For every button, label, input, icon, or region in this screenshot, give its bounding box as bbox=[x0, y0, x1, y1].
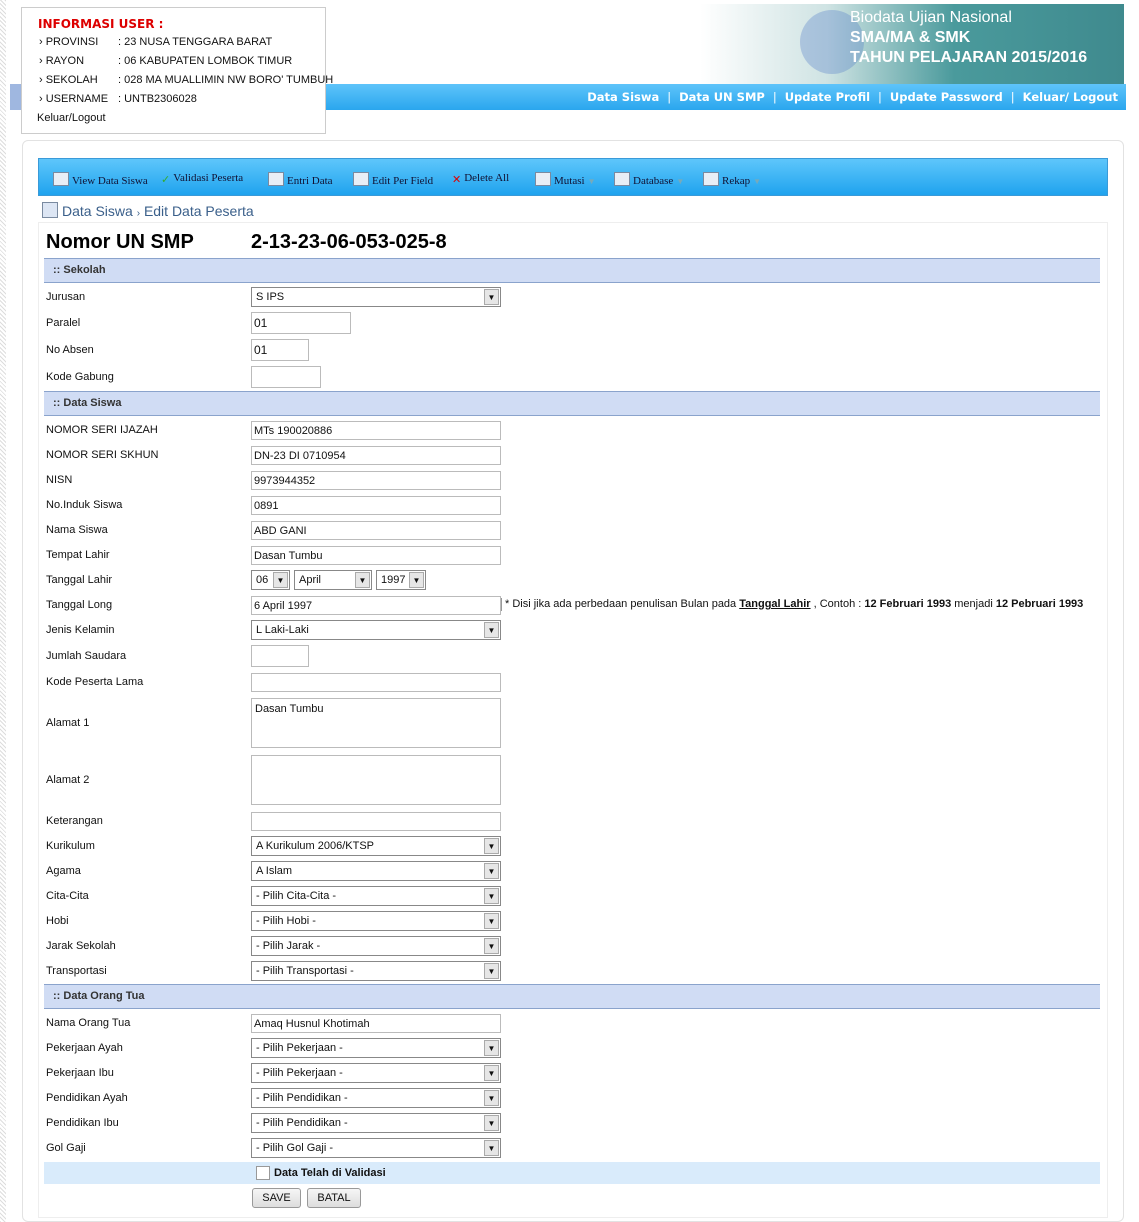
nav-update-profil[interactable]: Update Profil bbox=[784, 90, 871, 104]
chevron-down-icon: ▼ bbox=[484, 1040, 499, 1056]
select-pekerjaan-ibu[interactable] bbox=[251, 1063, 501, 1083]
field-nama-siswa[interactable]: ABD GANI bbox=[251, 521, 501, 540]
add-icon bbox=[268, 172, 284, 186]
tanggal-lahir-link[interactable]: Tanggal Lahir bbox=[739, 598, 811, 610]
validasi-checkbox[interactable] bbox=[256, 1166, 270, 1180]
select-value: April bbox=[299, 574, 322, 586]
label-no-absen: No Absen bbox=[46, 344, 94, 356]
field-kode-gabung[interactable] bbox=[251, 366, 321, 388]
field-jumlah-saudara[interactable] bbox=[251, 645, 309, 667]
label-agama: Agama bbox=[46, 865, 81, 877]
chevron-down-icon: ▼ bbox=[587, 177, 596, 186]
note-text: , Contoh : bbox=[810, 598, 865, 610]
chevron-down-icon: ▼ bbox=[484, 913, 499, 929]
form-area bbox=[38, 222, 1108, 1218]
toolbar-rekap[interactable] bbox=[703, 172, 761, 188]
select-value: 06 bbox=[256, 574, 269, 586]
toolbar-entri-data[interactable] bbox=[268, 172, 333, 188]
label-jurusan: Jurusan bbox=[46, 291, 86, 303]
note-example-1: 12 Februari 1993 bbox=[864, 598, 952, 610]
chevron-down-icon: ▼ bbox=[484, 1065, 499, 1081]
field-nomor-seri-skhun[interactable]: DN-23 DI 0710954 bbox=[251, 446, 501, 465]
delete-icon: ✕ bbox=[452, 174, 462, 186]
field-nisn[interactable]: 9973944352 bbox=[251, 471, 501, 490]
label-paralel: Paralel bbox=[46, 317, 81, 329]
select-value: - Pilih Pendidikan - bbox=[256, 1092, 348, 1104]
chevron-down-icon: ▼ bbox=[355, 572, 370, 588]
chevron-down-icon: ▼ bbox=[676, 177, 685, 186]
list-icon bbox=[53, 172, 69, 186]
select-value: - Pilih Hobi - bbox=[256, 915, 316, 927]
top-nav-links bbox=[587, 90, 1118, 104]
toolbar-validasi-peserta[interactable] bbox=[161, 172, 243, 186]
user-info-key: › RAYON bbox=[39, 55, 85, 67]
label-nama-orang-tua: Nama Orang Tua bbox=[46, 1017, 131, 1029]
user-info-key: › PROVINSI bbox=[39, 36, 99, 48]
nomor-un-label: Nomor UN SMP bbox=[46, 231, 194, 253]
user-info-row bbox=[39, 55, 292, 68]
edit-icon bbox=[42, 202, 58, 218]
label-alamat-2: Alamat 2 bbox=[46, 774, 90, 786]
field-tempat-lahir[interactable]: Dasan Tumbu bbox=[251, 546, 501, 565]
chevron-down-icon: ▼ bbox=[484, 863, 499, 879]
user-info-key: › SEKOLAH bbox=[39, 74, 98, 86]
clipboard-icon bbox=[703, 172, 719, 186]
select-jenis-kelamin[interactable] bbox=[251, 620, 501, 640]
chevron-down-icon: ▼ bbox=[484, 888, 499, 904]
field-keterangan[interactable] bbox=[251, 812, 501, 831]
select-value: L Laki-Laki bbox=[256, 624, 309, 636]
label-gol-gaji: Gol Gaji bbox=[46, 1142, 86, 1154]
section-data-siswa: :: Data Siswa bbox=[44, 391, 1100, 416]
nav-data-un-smp[interactable]: Data UN SMP bbox=[679, 90, 765, 104]
select-value: S IPS bbox=[256, 291, 285, 303]
label-kurikulum: Kurikulum bbox=[46, 840, 95, 852]
nav-separator: | bbox=[878, 90, 882, 104]
user-info-row bbox=[39, 93, 197, 106]
user-info-value: : 028 MA MUALLIMIN NW BORO' TUMBUH bbox=[118, 74, 334, 86]
validasi-label: Data Telah di Validasi bbox=[274, 1167, 386, 1179]
label-jenis-kelamin: Jenis Kelamin bbox=[46, 624, 115, 636]
textarea-alamat-1[interactable]: Dasan Tumbu bbox=[251, 698, 501, 748]
select-value: - Pilih Pekerjaan - bbox=[256, 1067, 343, 1079]
select-value: - Pilih Gol Gaji - bbox=[256, 1142, 334, 1154]
user-info-box bbox=[21, 7, 334, 134]
label-nisn: NISN bbox=[46, 474, 73, 486]
chevron-down-icon: ▼ bbox=[484, 963, 499, 979]
select-value: - Pilih Transportasi - bbox=[256, 965, 354, 977]
toolbar-view-data-siswa[interactable] bbox=[53, 172, 148, 188]
label-transportasi: Transportasi bbox=[46, 965, 107, 977]
label-kode-gabung: Kode Gabung bbox=[46, 371, 114, 383]
field-tanggal-long[interactable]: 6 April 1997 bbox=[251, 596, 501, 615]
chevron-down-icon: ▼ bbox=[484, 1115, 499, 1131]
select-value: - Pilih Pekerjaan - bbox=[256, 1042, 343, 1054]
nav-update-password[interactable]: Update Password bbox=[889, 90, 1003, 104]
folder-icon bbox=[535, 172, 551, 186]
toolbar bbox=[38, 158, 1108, 196]
field-paralel[interactable]: 01 bbox=[251, 312, 351, 334]
label-pendidikan-ayah: Pendidikan Ayah bbox=[46, 1092, 128, 1104]
select-year[interactable] bbox=[376, 570, 426, 590]
section-sekolah: :: Sekolah bbox=[44, 258, 1100, 283]
note-text: * Disi jika ada perbedaan penulisan Bulan pada bbox=[505, 598, 740, 610]
chevron-down-icon: ▼ bbox=[753, 177, 762, 186]
label-pekerjaan-ayah: Pekerjaan Ayah bbox=[46, 1042, 123, 1054]
note-example-2: 12 Pebruari 1993 bbox=[995, 598, 1084, 610]
validasi-row bbox=[44, 1162, 1100, 1184]
select-jarak-sekolah[interactable] bbox=[251, 936, 501, 956]
toolbar-database[interactable] bbox=[614, 172, 684, 188]
tanggal-long-note bbox=[501, 598, 1083, 611]
field-no-absen[interactable]: 01 bbox=[251, 339, 309, 361]
label-hobi: Hobi bbox=[46, 915, 69, 927]
select-gol-gaji[interactable] bbox=[251, 1138, 501, 1158]
select-pendidikan-ibu[interactable] bbox=[251, 1113, 501, 1133]
chevron-down-icon: ▼ bbox=[484, 1140, 499, 1156]
chevron-down-icon: ▼ bbox=[409, 572, 424, 588]
label-cita-cita: Cita-Cita bbox=[46, 890, 89, 902]
select-value: - Pilih Pendidikan - bbox=[256, 1117, 348, 1129]
toolbar-label: Database bbox=[633, 175, 674, 187]
label-tempat-lahir: Tempat Lahir bbox=[46, 549, 110, 561]
label-nomor-seri-skhun: NOMOR SERI SKHUN bbox=[46, 449, 159, 461]
label-jarak-sekolah: Jarak Sekolah bbox=[46, 940, 116, 952]
chevron-down-icon: ▼ bbox=[484, 289, 499, 305]
select-day[interactable] bbox=[251, 570, 290, 590]
label-jumlah-saudara: Jumlah Saudara bbox=[46, 650, 127, 662]
toolbar-label: Delete All bbox=[464, 172, 510, 184]
toolbar-edit-per-field[interactable] bbox=[353, 172, 433, 188]
user-info-value: : UNTB2306028 bbox=[118, 93, 197, 105]
chevron-down-icon: ▼ bbox=[273, 572, 288, 588]
select-hobi[interactable] bbox=[251, 911, 501, 931]
logout-link[interactable]: Keluar/Logout bbox=[37, 112, 106, 124]
user-info-row bbox=[39, 74, 333, 87]
select-value: - Pilih Jarak - bbox=[256, 940, 321, 952]
banner-line3: TAHUN PELAJARAN 2015/2016 bbox=[850, 49, 1088, 66]
label-kode-peserta-lama: Kode Peserta Lama bbox=[46, 676, 144, 688]
nav-keluar-logout[interactable]: Keluar/ Logout bbox=[1022, 90, 1118, 104]
toolbar-label: Entri Data bbox=[287, 175, 333, 187]
label-nomor-seri-ijazah: NOMOR SERI IJAZAH bbox=[46, 424, 158, 436]
select-value: A Islam bbox=[256, 865, 293, 877]
toolbar-label: Mutasi bbox=[554, 175, 585, 187]
user-info-title: INFORMASI USER : bbox=[38, 17, 164, 31]
label-tanggal-lahir: Tanggal Lahir bbox=[46, 574, 113, 586]
label-pekerjaan-ibu: Pekerjaan Ibu bbox=[46, 1067, 114, 1079]
banner-line2: SMA/MA & SMK bbox=[850, 29, 971, 46]
select-month[interactable] bbox=[294, 570, 372, 590]
field-kode-peserta-lama[interactable] bbox=[251, 673, 501, 692]
field-nomor-seri-ijazah[interactable]: MTs 190020886 bbox=[251, 421, 501, 440]
user-info-row bbox=[39, 36, 272, 49]
select-value: A Kurikulum 2006/KTSP bbox=[256, 840, 375, 852]
select-value: 1997 bbox=[381, 574, 406, 586]
field-no-induk-siswa[interactable]: 0891 bbox=[251, 496, 501, 515]
user-info-key: › USERNAME bbox=[39, 93, 109, 105]
select-agama[interactable] bbox=[251, 861, 501, 881]
select-pendidikan-ayah[interactable] bbox=[251, 1088, 501, 1108]
edit-icon bbox=[353, 172, 369, 186]
select-pekerjaan-ayah[interactable] bbox=[251, 1038, 501, 1058]
label-no-induk-siswa: No.Induk Siswa bbox=[46, 499, 123, 511]
select-transportasi[interactable] bbox=[251, 961, 501, 981]
select-jurusan[interactable] bbox=[251, 287, 501, 307]
label-tanggal-long: Tanggal Long bbox=[46, 599, 113, 611]
cancel-button[interactable]: BATAL bbox=[307, 1188, 361, 1208]
nav-separator: | bbox=[667, 90, 672, 104]
chevron-down-icon: ▼ bbox=[484, 838, 499, 854]
database-icon bbox=[614, 172, 630, 186]
toolbar-delete-all[interactable] bbox=[452, 172, 509, 186]
select-kurikulum[interactable] bbox=[251, 836, 501, 856]
save-button[interactable]: SAVE bbox=[252, 1188, 301, 1208]
breadcrumb-separator: › bbox=[136, 208, 141, 219]
label-alamat-1: Alamat 1 bbox=[46, 717, 90, 729]
breadcrumb-data-siswa[interactable]: Data Siswa bbox=[62, 203, 133, 219]
note-text: menjadi bbox=[951, 598, 996, 610]
chevron-down-icon: ▼ bbox=[484, 1090, 499, 1106]
check-icon: ✓ bbox=[161, 174, 171, 186]
section-data-orang-tua: :: Data Orang Tua bbox=[44, 984, 1100, 1009]
toolbar-label: Validasi Peserta bbox=[173, 172, 244, 184]
left-border bbox=[0, 0, 6, 1222]
nomor-un-value: 2-13-23-06-053-025-8 bbox=[251, 231, 447, 253]
nav-data-siswa[interactable]: Data Siswa bbox=[587, 90, 660, 104]
user-info-value: : 23 NUSA TENGGARA BARAT bbox=[118, 36, 273, 48]
nav-separator: | bbox=[772, 90, 777, 104]
toolbar-mutasi[interactable] bbox=[535, 172, 595, 188]
chevron-down-icon: ▼ bbox=[484, 622, 499, 638]
banner-line1: Biodata Ujian Nasional bbox=[850, 9, 1012, 26]
label-nama-siswa: Nama Siswa bbox=[46, 524, 108, 536]
textarea-alamat-2[interactable] bbox=[251, 755, 501, 805]
select-cita-cita[interactable] bbox=[251, 886, 501, 906]
toolbar-label: Edit Per Field bbox=[372, 175, 434, 187]
user-info-value: : 06 KABUPATEN LOMBOK TIMUR bbox=[118, 55, 293, 67]
breadcrumb bbox=[42, 202, 254, 222]
nav-separator: | bbox=[1010, 90, 1015, 104]
toolbar-label: View Data Siswa bbox=[72, 175, 148, 187]
label-keterangan: Keterangan bbox=[46, 815, 103, 827]
label-pendidikan-ibu: Pendidikan Ibu bbox=[46, 1117, 119, 1129]
breadcrumb-current: Edit Data Peserta bbox=[143, 203, 254, 219]
chevron-down-icon: ▼ bbox=[484, 938, 499, 954]
field-nama-orang-tua[interactable]: Amaq Husnul Khotimah bbox=[251, 1014, 501, 1033]
toolbar-label: Rekap bbox=[722, 175, 751, 187]
select-value: - Pilih Cita-Cita - bbox=[256, 890, 337, 902]
